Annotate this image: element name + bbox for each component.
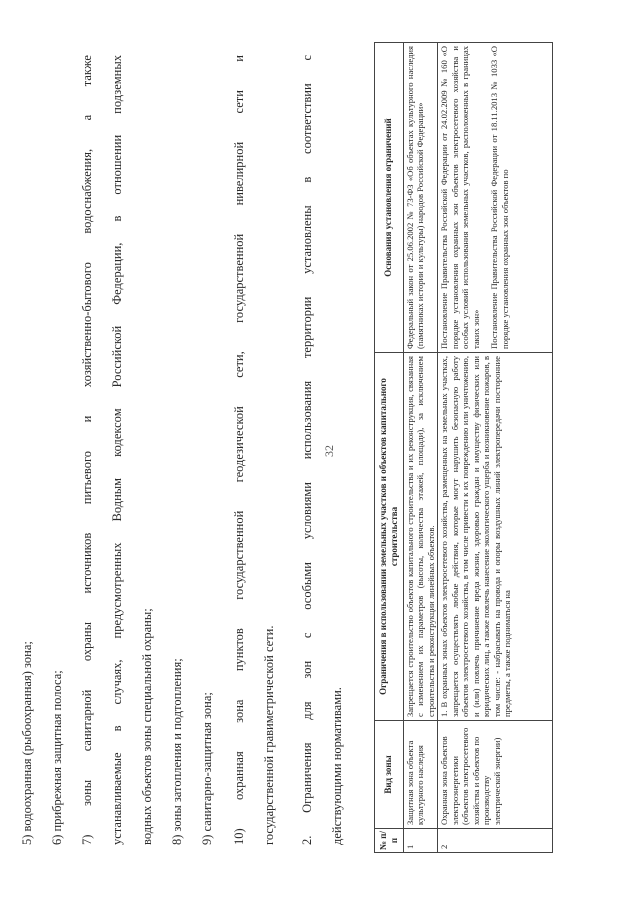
list-item: 5) водоохранная (рыбоохранная) зона;	[20, 641, 34, 845]
table-row	[403, 43, 437, 853]
list-item: 8) зоны затопления и подтопления;	[170, 658, 184, 845]
row-zone-type: Защитная зона объекта культурного наследия	[403, 721, 437, 829]
row-zone-type: Охранная зона объектов электроэнергетики (объектов электросетевого хозяйства и объектов по производству электрической энергии)	[438, 721, 553, 829]
row-basis-primary: Постановление Правительства Российской Федерации от 24.02.2009 № 160 «О порядке установления охранных зон объектов электросетевого хозяйства и особых условий использования земельных участков, расположенных в границах таких зон»	[439, 46, 481, 349]
zones-restrictions-table	[374, 42, 553, 853]
list-item-continuation: водных объектов зоны специальной охраны;	[140, 608, 154, 845]
list-item-continuation: государственной гравиметрической сети.	[262, 625, 276, 845]
row-restrictions-cell	[438, 353, 553, 721]
header-basis: Основания установления ограничений	[375, 43, 404, 353]
row-num: 2	[438, 829, 553, 853]
section-paragraph-continuation: действующими нормативами.	[330, 687, 344, 845]
list-item-continuation: устанавливаемые в случаях, предусмотренных Водным кодексом Российской Федерации, в отношении подземных	[110, 55, 124, 845]
row-basis: Федеральный закон от 25.06.2002 № 73-ФЗ «Об объектах культурного наследия (памятниках истории и культуры) народов Российской Федерации»	[403, 43, 437, 353]
row-basis-secondary: Постановление Правительства Российской Федерации от 18.11.2013 № 1033 «О порядке установления охранных зон объектов по	[489, 46, 510, 349]
list-item: 10) охранная зона пунктов государственной геодезической сети, государственной нивелирной сети и	[232, 55, 246, 845]
header-restrictions: Ограничения в использовании земельных участков и объектов капитального строительства	[375, 353, 404, 721]
row-restrictions: Запрещается строительство объектов капитального строительства и их реконструкция, связанная с изменением их параметров (высоты, количества этажей, площади), за исключением строительства и реконструкции линейных объектов.	[403, 353, 437, 721]
header-num: № п/п	[375, 829, 404, 853]
table-header-row	[375, 43, 404, 853]
row-restrictions: 1. В охранных зонах объектов электросетевого хозяйства, размещенных на земельных участках, запрещается осуществлять любые действия, которые могут нарушить безопасную работу объектов электросетевого хозяйства, в том числе привести к их повреждению или уничтожению, и (или) повлечь причинение вреда жизни, здоровью граждан и имуществу физических или юридических лиц, а также повлечь нанесение экологического ущерба и возникновение пожаров, в том числе: - набрасывать на провода и опоры воздушных линий электропередачи посторонние предметы, а также подниматься на	[439, 356, 513, 717]
list-item: 6) прибрежная защитная полоса;	[50, 670, 64, 845]
list-item: 9) санитарно-защитная зона;	[200, 692, 214, 845]
section-paragraph: 2. Ограничения для зон с особыми условиями использования территории установлены в соответствии с	[300, 55, 314, 845]
header-zone-type: Вид зоны	[375, 721, 404, 829]
row-basis-cell	[438, 43, 553, 353]
table-row	[438, 43, 553, 853]
list-item: 7) зоны санитарной охраны источников питьевого и хозяйственно-бытового водоснабжения, а также	[80, 55, 94, 845]
row-num: 1	[403, 829, 437, 853]
page-number: 32	[322, 445, 336, 457]
